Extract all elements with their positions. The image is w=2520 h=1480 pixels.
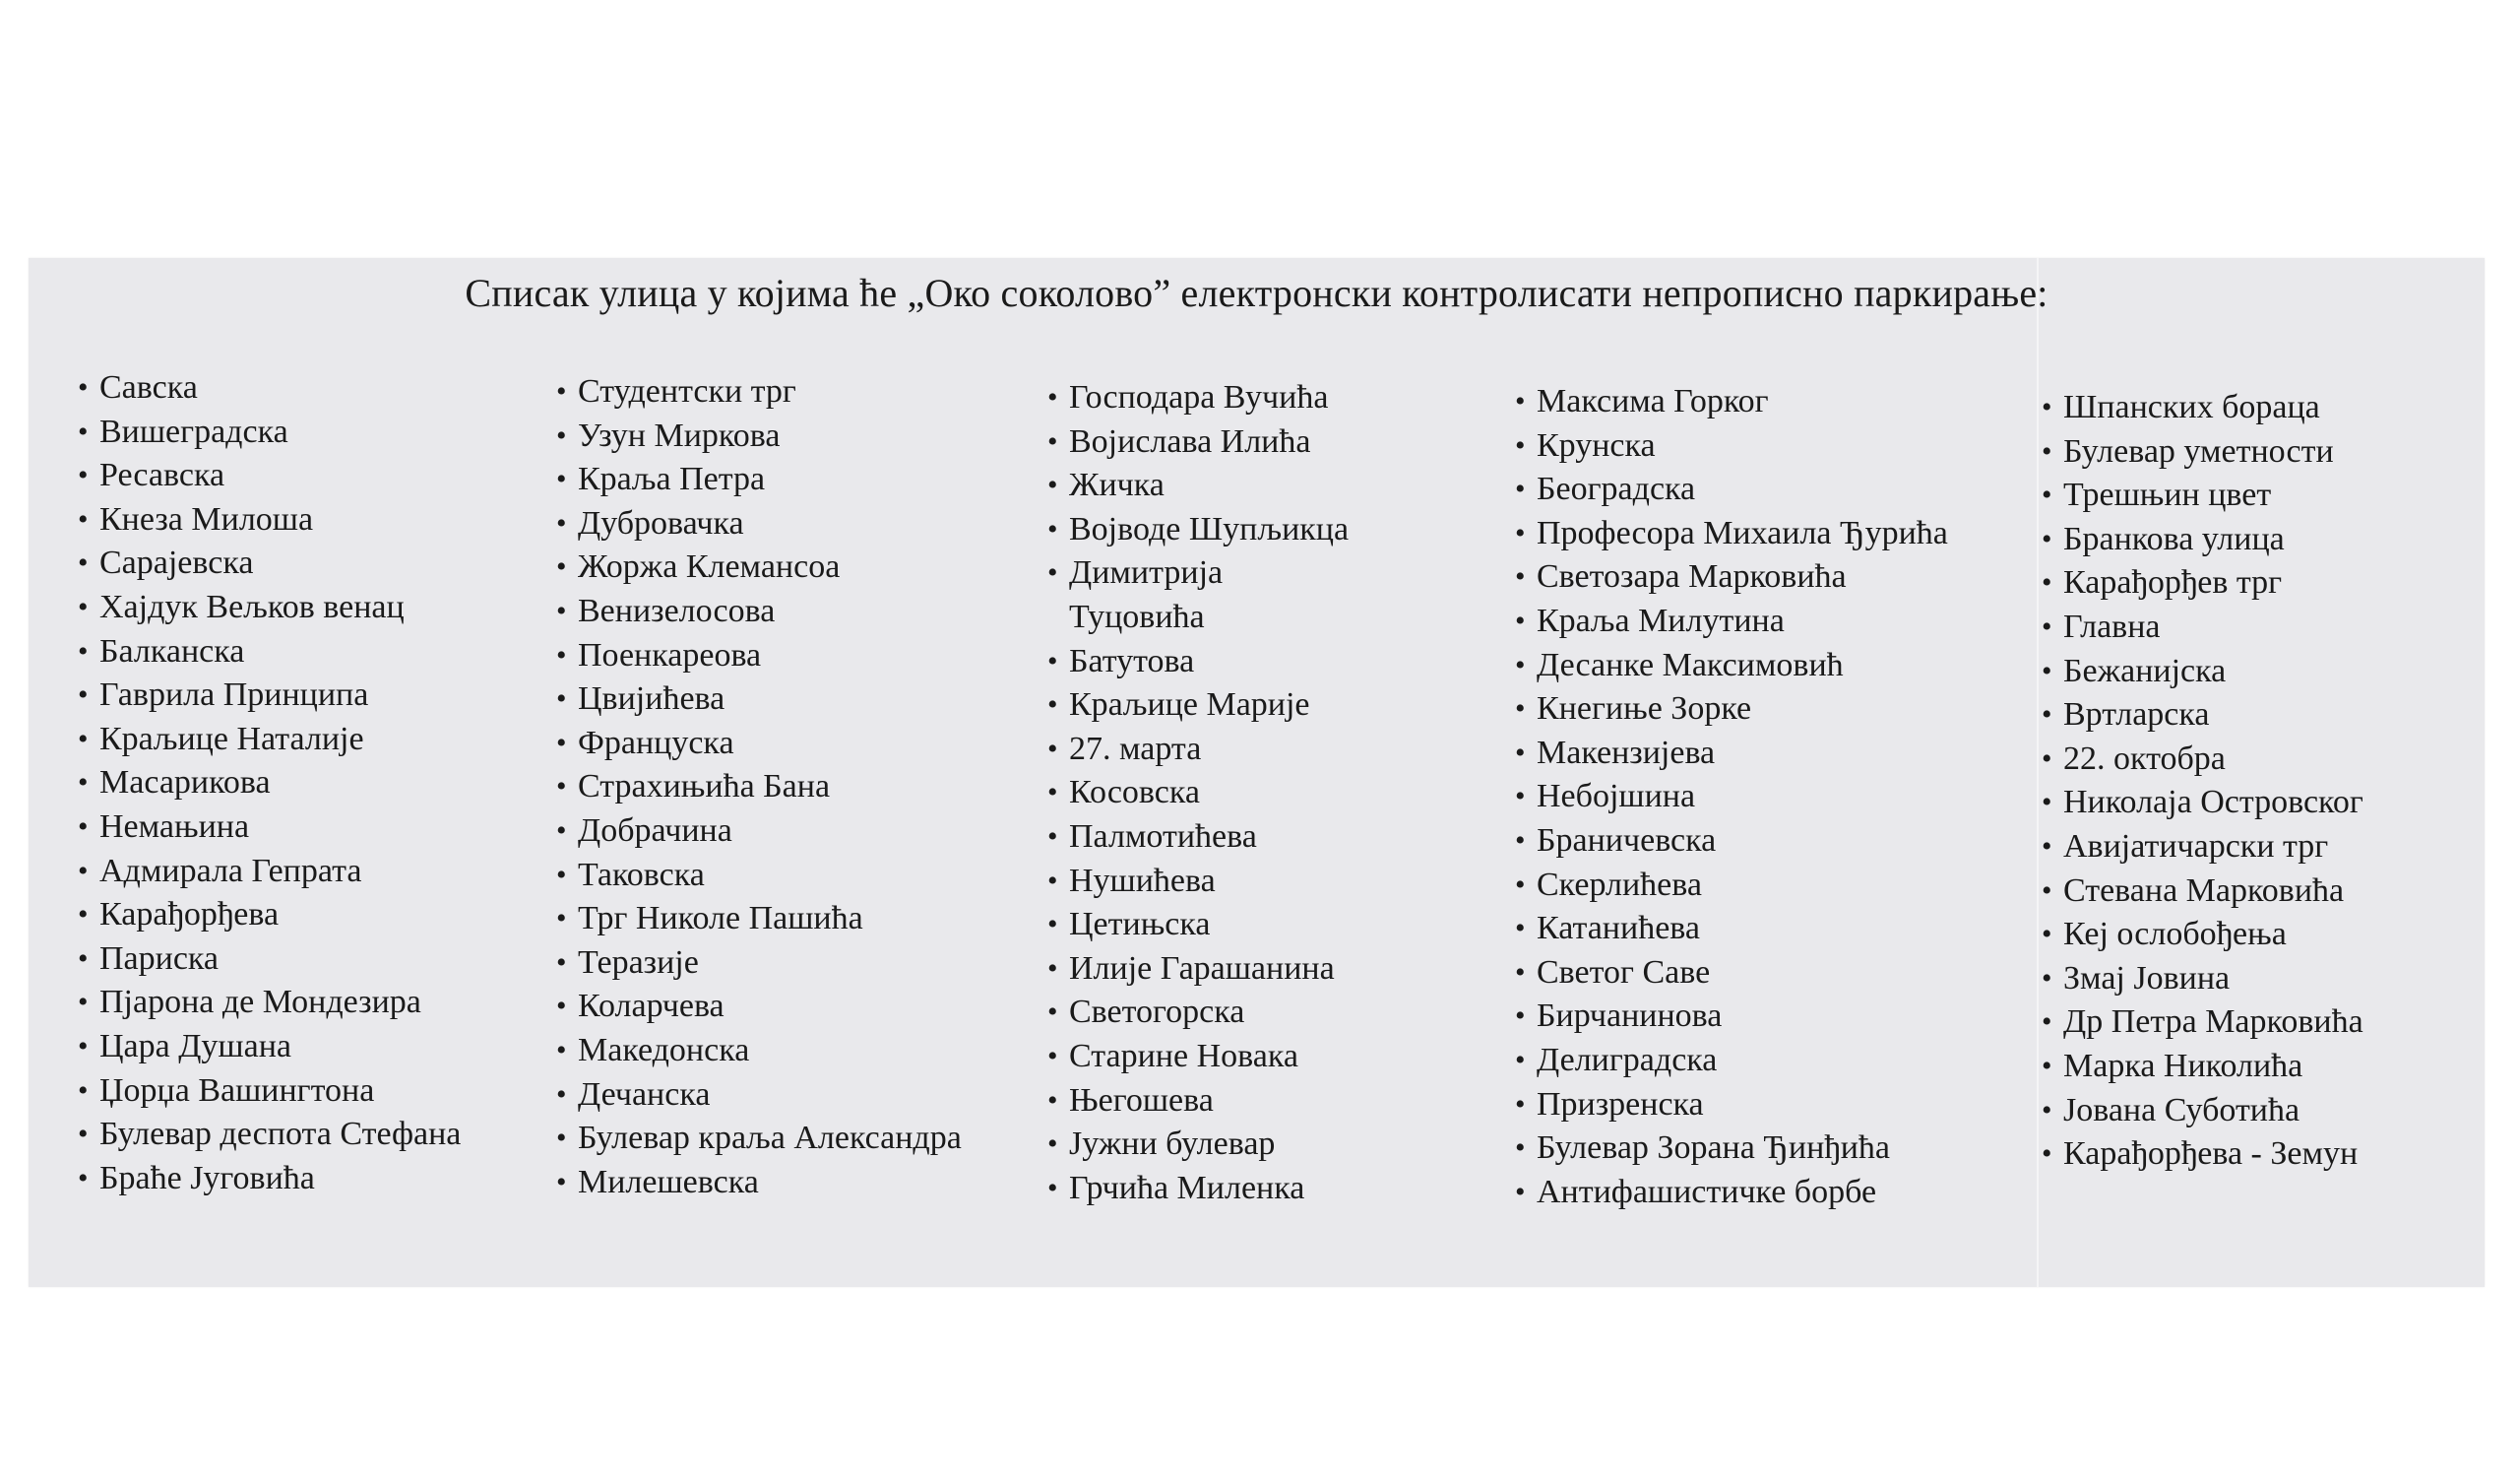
street-list-sheet — [29, 258, 2485, 1287]
street-list-item — [78, 630, 590, 675]
street-list-item — [2042, 957, 2485, 1001]
street-list-item — [1515, 951, 2027, 996]
street-name: Џорџа Вашингтона — [99, 1071, 375, 1109]
bullet-mark: • — [2042, 786, 2052, 819]
bullet-mark: • — [1515, 560, 1526, 594]
street-list-item — [1515, 600, 2027, 644]
street-name: Војислава Илића — [1069, 422, 1311, 460]
street-name: Булевар Зорана Ђинђића — [1537, 1129, 1891, 1167]
paper-fold — [2037, 258, 2039, 1287]
street-list-item — [2042, 869, 2485, 914]
street-name: Теразије — [578, 943, 699, 981]
street-list-item — [1515, 864, 2027, 908]
street-name: Батутова — [1069, 642, 1195, 679]
street-name: Булевар краља Александра — [578, 1120, 962, 1157]
street-list-item — [1047, 551, 1364, 639]
street-name: Венизелосова — [578, 592, 776, 629]
street-list-item — [1047, 1035, 1559, 1079]
bullet-mark: • — [1515, 692, 1526, 726]
street-list-item — [556, 1161, 1068, 1205]
street-name: Трешњин цвет — [2063, 477, 2272, 514]
street-list-item — [1047, 947, 1559, 992]
street-name: Карађорђева - Земун — [2063, 1135, 2359, 1173]
street-list-item — [78, 1069, 590, 1114]
street-list-item — [1515, 732, 2027, 776]
bullet-mark: • — [1047, 1039, 1058, 1072]
bullet-mark: • — [1047, 512, 1058, 546]
street-name: Вртларска — [2063, 696, 2210, 734]
bullet-mark: • — [1515, 955, 1526, 989]
bullet-mark: • — [78, 1118, 89, 1151]
street-name: 22. октобра — [2063, 740, 2226, 777]
street-list-item — [2042, 386, 2485, 430]
bullet-mark: • — [1515, 1131, 1526, 1165]
bullet-mark: • — [1047, 951, 1058, 985]
street-name: Београдска — [1537, 471, 1696, 508]
street-name: Бежанијска — [2063, 652, 2227, 689]
street-name: Професора Михаила Ђурића — [1537, 514, 1948, 551]
street-name: Ресавска — [99, 457, 225, 494]
street-list-item — [1047, 1167, 1559, 1211]
street-name: Пјарона де Мондезира — [99, 984, 421, 1021]
street-list-item — [2042, 474, 2485, 518]
bullet-mark: • — [1515, 912, 1526, 945]
street-name: Браничевска — [1537, 821, 1717, 859]
street-name: Др Петра Марковића — [2063, 1003, 2363, 1041]
bullet-mark: • — [556, 1165, 567, 1198]
street-name: Коларчева — [578, 988, 724, 1025]
bullet-mark: • — [556, 770, 567, 804]
bullet-mark: • — [556, 682, 567, 716]
bullet-mark: • — [1047, 644, 1058, 677]
street-name: Максима Горког — [1537, 383, 1769, 419]
street-list-item — [2042, 606, 2485, 650]
street-list-item — [1515, 512, 2027, 556]
bullet-mark: • — [1047, 732, 1058, 765]
street-list-item — [2042, 650, 2485, 694]
street-list-item — [1047, 1123, 1559, 1167]
bullet-mark: • — [1515, 1043, 1526, 1076]
street-list-item — [78, 761, 590, 805]
street-name: Булевар уметности — [2063, 432, 2334, 470]
street-name: Светог Саве — [1537, 953, 1711, 991]
bullet-mark: • — [78, 459, 89, 492]
street-name: Катанићева — [1537, 910, 1700, 947]
street-list-item — [556, 809, 1068, 854]
bullet-mark: • — [1047, 688, 1058, 722]
street-name: Змај Јовина — [2063, 959, 2231, 997]
bullet-mark: • — [2042, 1049, 2052, 1082]
street-name: Вишеградска — [99, 413, 288, 450]
street-list-item — [78, 454, 590, 498]
bullet-mark: • — [78, 371, 89, 404]
bullet-mark: • — [78, 722, 89, 755]
street-name: Македонска — [578, 1031, 750, 1068]
street-name: Париска — [99, 939, 220, 977]
street-list-item — [556, 677, 1068, 722]
street-name: Браће Југовића — [99, 1159, 315, 1196]
bullet-mark: • — [2042, 918, 2052, 951]
street-list-item — [78, 1113, 590, 1157]
bullet-mark: • — [78, 1161, 89, 1194]
street-list-item — [2042, 781, 2485, 825]
street-name: Кеј ослобођења — [2063, 916, 2287, 953]
street-list-item — [2042, 1045, 2485, 1089]
bullet-mark: • — [2042, 479, 2052, 512]
bullet-mark: • — [1047, 556, 1058, 590]
street-name: Војводе Шупљикца — [1069, 510, 1350, 547]
street-list-item — [556, 546, 1068, 590]
street-list-item — [2042, 1000, 2485, 1045]
page-title: Списак улица у којима ће „Око соколово” електронски контролисати непрописно паркирање: — [465, 271, 2048, 315]
bullet-mark: • — [1515, 648, 1526, 681]
bullet-mark: • — [78, 854, 89, 887]
street-list-item — [556, 985, 1068, 1029]
bullet-mark: • — [2042, 566, 2052, 600]
street-name: Светозара Марковића — [1537, 558, 1847, 596]
street-name: Балканска — [99, 632, 245, 670]
street-name: Макензијева — [1537, 734, 1716, 771]
street-name: Нушићева — [1069, 862, 1216, 899]
street-list-item — [1047, 376, 1559, 420]
street-name: Призренска — [1537, 1085, 1704, 1123]
street-list-item — [1047, 815, 1559, 860]
bullet-mark: • — [78, 502, 89, 536]
bullet-mark: • — [78, 986, 89, 1019]
bullet-mark: • — [1047, 996, 1058, 1029]
bullet-mark: • — [78, 809, 89, 843]
street-list-item — [78, 718, 590, 762]
street-list-item — [556, 1029, 1068, 1073]
street-list-item — [556, 370, 1068, 415]
street-list-item — [1515, 644, 2027, 688]
street-name: Авијатичарски трг — [2063, 827, 2329, 865]
street-name: Булевар деспота Стефана — [99, 1116, 462, 1153]
street-name: Бранкова улица — [2063, 520, 2285, 557]
street-list-item — [1515, 424, 2027, 469]
street-list-item — [1047, 420, 1559, 465]
bullet-mark: • — [1515, 1175, 1526, 1208]
street-list-item — [2042, 518, 2485, 562]
street-name: Таковска — [578, 856, 705, 893]
street-name: Гаврила Принципа — [99, 676, 369, 714]
street-name: Трг Николе Пашића — [578, 900, 863, 937]
street-list-item — [78, 542, 590, 586]
street-name: Француска — [578, 724, 734, 761]
street-list-item — [1515, 380, 2027, 424]
street-name: Жичка — [1069, 467, 1165, 504]
street-name: Крунска — [1537, 426, 1656, 464]
street-name: Поенкареова — [578, 636, 762, 674]
bullet-mark: • — [78, 590, 89, 623]
street-column-5 — [2042, 386, 2485, 1177]
street-name: Косовска — [1069, 774, 1200, 811]
bullet-mark: • — [1515, 823, 1526, 857]
bullet-mark: • — [1047, 1083, 1058, 1117]
bullet-mark: • — [556, 550, 567, 584]
street-list-item — [1047, 860, 1559, 904]
bullet-mark: • — [1047, 424, 1058, 458]
street-name: Краљице Наталије — [99, 720, 364, 757]
bullet-mark: • — [556, 1033, 567, 1066]
bullet-mark: • — [1515, 780, 1526, 813]
bullet-mark: • — [2042, 698, 2052, 732]
street-name: Небојшина — [1537, 778, 1696, 815]
street-list-item — [78, 805, 590, 850]
street-name: Старине Новака — [1069, 1037, 1298, 1074]
bullet-mark: • — [556, 726, 567, 759]
street-list-item — [1515, 555, 2027, 600]
street-list-item — [2042, 693, 2485, 738]
street-list-item — [1047, 683, 1559, 728]
bullet-mark: • — [1515, 1087, 1526, 1121]
street-name: Грчића Миленка — [1069, 1169, 1305, 1206]
street-name: Кнегиње Зорке — [1537, 690, 1752, 728]
street-list-item — [2042, 913, 2485, 957]
street-list-item — [556, 854, 1068, 898]
street-name: Светогорска — [1069, 994, 1245, 1031]
street-name: Немањина — [99, 807, 250, 845]
bullet-mark: • — [556, 506, 567, 540]
street-name: Николаја Островског — [2063, 784, 2363, 821]
street-name: 27. марта — [1069, 730, 1202, 767]
street-name: Цара Душана — [99, 1027, 291, 1064]
street-list-item — [556, 502, 1068, 547]
street-list-item — [2042, 561, 2485, 606]
street-list-item — [1047, 771, 1559, 815]
street-list-item — [1515, 1083, 2027, 1127]
bullet-mark: • — [1047, 381, 1058, 414]
bullet-mark: • — [1515, 428, 1526, 462]
bullet-mark: • — [556, 813, 567, 847]
bullet-mark: • — [1047, 1171, 1058, 1204]
street-list-item — [78, 850, 590, 894]
bullet-mark: • — [556, 638, 567, 672]
bullet-mark: • — [78, 898, 89, 932]
street-name: Делиградска — [1537, 1041, 1718, 1078]
street-list-item — [1515, 1126, 2027, 1171]
street-name: Карађорђев трг — [2063, 564, 2283, 602]
street-list-item — [2042, 825, 2485, 869]
street-list-item — [556, 941, 1068, 986]
street-list-item — [2042, 738, 2485, 782]
street-list-item — [78, 674, 590, 718]
bullet-mark: • — [1047, 908, 1058, 941]
street-list-item — [556, 458, 1068, 502]
street-list-item — [556, 634, 1068, 678]
street-name: Јована Суботића — [2063, 1091, 2300, 1128]
street-name: Његошева — [1069, 1081, 1214, 1119]
bullet-mark: • — [2042, 829, 2052, 863]
street-name: Карађорђева — [99, 896, 280, 933]
bullet-mark: • — [1047, 819, 1058, 853]
bullet-mark: • — [2042, 741, 2052, 775]
street-name: Илије Гарашанина — [1069, 949, 1335, 987]
street-name: Узун Миркова — [578, 417, 781, 454]
street-name: Студентски трг — [578, 373, 796, 410]
street-list-item — [1515, 1039, 2027, 1083]
street-list-item — [1515, 819, 2027, 864]
bullet-mark: • — [1515, 473, 1526, 506]
bullet-mark: • — [556, 858, 567, 891]
street-list-item — [1047, 640, 1559, 684]
street-list-item — [78, 586, 590, 630]
street-list-item — [1047, 508, 1559, 552]
street-name: Дечанска — [578, 1075, 711, 1113]
bullet-mark: • — [556, 418, 567, 452]
street-list-item — [1515, 687, 2027, 732]
street-list-item — [556, 722, 1068, 766]
street-name: Кнеза Милоша — [99, 500, 314, 538]
street-column-2 — [556, 370, 1068, 1204]
bullet-mark: • — [2042, 522, 2052, 555]
bullet-mark: • — [556, 902, 567, 935]
street-list-item — [1047, 903, 1559, 947]
bullet-mark: • — [78, 415, 89, 448]
street-list-item — [2042, 430, 2485, 475]
bullet-mark: • — [1515, 868, 1526, 901]
street-list-item — [2042, 1089, 2485, 1133]
bullet-mark: • — [78, 678, 89, 712]
bullet-mark: • — [556, 945, 567, 979]
bullet-mark: • — [1515, 385, 1526, 418]
street-name: Скерлићева — [1537, 866, 1702, 903]
street-list-item — [78, 937, 590, 982]
bullet-mark: • — [556, 375, 567, 408]
bullet-mark: • — [78, 766, 89, 800]
bullet-mark: • — [556, 463, 567, 496]
street-list-item — [78, 893, 590, 937]
street-list-item — [1047, 464, 1559, 508]
bullet-mark: • — [1047, 864, 1058, 897]
street-name: Милешевска — [578, 1163, 759, 1200]
street-list-item — [556, 1073, 1068, 1118]
street-name: Добрачина — [578, 811, 732, 849]
bullet-mark: • — [2042, 961, 2052, 995]
street-name: Шпанских бораца — [2063, 389, 2320, 425]
street-list-item — [2042, 1132, 2485, 1177]
street-list-item — [556, 415, 1068, 459]
street-name: Цетињска — [1069, 906, 1211, 943]
street-name: Бирчанинова — [1537, 997, 1723, 1035]
street-list-item — [556, 765, 1068, 809]
bullet-mark: • — [1515, 604, 1526, 637]
street-name: Адмирала Гепрата — [99, 852, 362, 889]
street-name: Жоржа Клемансоа — [578, 548, 841, 586]
bullet-mark: • — [556, 1077, 567, 1111]
bullet-mark: • — [556, 1122, 567, 1155]
street-name: Цвијићева — [578, 680, 725, 718]
street-column-3 — [1047, 376, 1559, 1210]
bullet-mark: • — [2042, 1005, 2052, 1039]
street-column-4 — [1515, 380, 2027, 1214]
street-list-item — [1515, 907, 2027, 951]
bullet-mark: • — [556, 594, 567, 627]
street-name: Краља Петра — [578, 461, 766, 498]
street-list-item — [78, 981, 590, 1025]
street-name: Масарикова — [99, 764, 271, 802]
street-name: Палмотићева — [1069, 817, 1257, 855]
bullet-mark: • — [2042, 434, 2052, 468]
bullet-mark: • — [78, 634, 89, 668]
street-list-item — [78, 411, 590, 455]
street-name: Краљице Марије — [1069, 686, 1310, 724]
street-name: Краља Милутина — [1537, 602, 1785, 639]
street-list-item — [1515, 1171, 2027, 1215]
street-name: Марка Николића — [2063, 1047, 2303, 1084]
bullet-mark: • — [2042, 610, 2052, 643]
street-column-1 — [78, 366, 590, 1200]
street-list-item — [78, 1025, 590, 1069]
street-list-item — [1047, 991, 1559, 1035]
bullet-mark: • — [1047, 1127, 1058, 1161]
street-name: Јужни булевар — [1069, 1126, 1276, 1163]
bullet-mark: • — [2042, 873, 2052, 907]
street-name: Сарајевска — [99, 545, 254, 582]
bullet-mark: • — [78, 1029, 89, 1062]
street-name: Господара Вучића — [1069, 379, 1329, 416]
bullet-mark: • — [78, 547, 89, 580]
street-name: Главна — [2063, 608, 2161, 645]
bullet-mark: • — [2042, 1137, 2052, 1171]
street-name: Хајдук Вељков венац — [99, 588, 405, 625]
bullet-mark: • — [2042, 654, 2052, 687]
bullet-mark: • — [1047, 776, 1058, 809]
street-list-item — [556, 897, 1068, 941]
street-name: Стевана Марковића — [2063, 871, 2345, 909]
bullet-mark: • — [78, 1073, 89, 1107]
street-list-item — [78, 1157, 590, 1201]
street-list-item — [1515, 775, 2027, 819]
bullet-mark: • — [556, 990, 567, 1023]
bullet-mark: • — [2042, 1093, 2052, 1126]
street-list-item — [78, 498, 590, 543]
street-list-item — [1515, 468, 2027, 512]
bullet-mark: • — [2042, 391, 2052, 423]
street-list-item — [1047, 1079, 1559, 1124]
street-list-item — [78, 366, 590, 411]
street-name: Савска — [99, 369, 198, 406]
street-list-item — [556, 1117, 1068, 1161]
street-list-item — [1047, 728, 1559, 772]
street-name: Страхињића Бана — [578, 768, 831, 805]
bullet-mark: • — [1515, 999, 1526, 1033]
street-name: Антифашистичке борбе — [1537, 1173, 1877, 1210]
bullet-mark: • — [1047, 469, 1058, 502]
bullet-mark: • — [1515, 736, 1526, 769]
bullet-mark: • — [1515, 516, 1526, 549]
street-list-item — [556, 590, 1068, 634]
street-name: Дубровачка — [578, 504, 744, 542]
street-name: Димитрија Туцовића — [1069, 554, 1224, 635]
street-name: Десанке Максимовић — [1537, 646, 1844, 683]
bullet-mark: • — [78, 941, 89, 975]
street-list-item — [1515, 995, 2027, 1039]
